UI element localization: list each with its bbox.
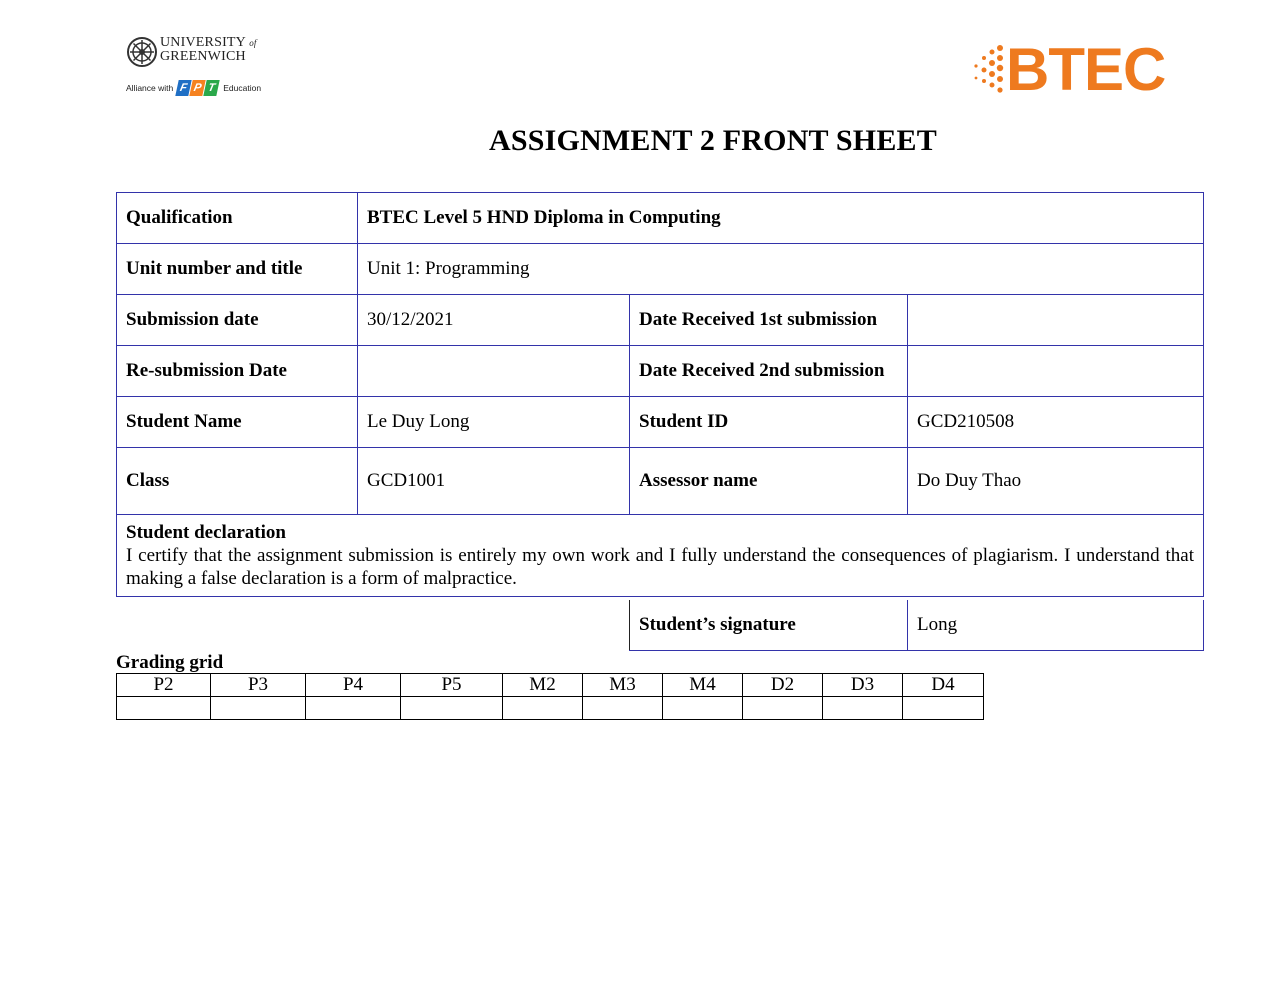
declaration-heading: Student declaration <box>126 522 286 543</box>
alliance-suffix: Education <box>223 83 262 93</box>
qualification-label: Qualification <box>117 193 358 244</box>
grading-header-row <box>117 674 984 697</box>
class-row <box>117 448 1204 515</box>
grade-value-d2 <box>743 697 823 720</box>
btec-dots-icon <box>970 42 1008 98</box>
alliance-prefix: Alliance with <box>126 83 174 93</box>
signature-value: Long <box>908 600 1204 651</box>
grade-header-m4: M4 <box>663 674 743 697</box>
grade-value-d3 <box>823 697 903 720</box>
btec-logo <box>970 36 1170 106</box>
grade-header-d2: D2 <box>743 674 823 697</box>
class-label: Class <box>117 448 358 515</box>
student-id-value: GCD210508 <box>908 397 1204 448</box>
declaration-cell <box>117 515 1204 597</box>
assessor-label: Assessor name <box>630 448 908 515</box>
date-received-1st-value <box>908 295 1204 346</box>
declaration-text: I certify that the assignment submission is entirely my own work and I fully understand the consequences of plagiarism. I understand that making a false declaration is a form of malpractice. <box>126 545 1194 589</box>
university-line1: UNIVERSITY <box>160 35 246 50</box>
btec-wordmark: BTEC <box>1006 36 1166 103</box>
unit-row <box>117 244 1204 295</box>
grading-grid-label: Grading grid <box>116 652 224 673</box>
university-name <box>160 36 257 64</box>
resubmission-date-value <box>358 346 630 397</box>
grade-value-d4 <box>903 697 984 720</box>
grade-value-m4 <box>663 697 743 720</box>
grade-header-m2: M2 <box>503 674 583 697</box>
qualification-row <box>117 193 1204 244</box>
grade-header-p2: P2 <box>117 674 211 697</box>
resubmission-date-label: Re-submission Date <box>117 346 358 397</box>
front-sheet-table <box>116 192 1204 597</box>
unit-label: Unit number and title <box>117 244 358 295</box>
fpt-letter-f: F <box>176 80 192 96</box>
grading-value-row <box>117 697 984 720</box>
date-received-1st-label: Date Received 1st submission <box>630 295 908 346</box>
grade-header-p4: P4 <box>306 674 401 697</box>
submission-date-value: 30/12/2021 <box>358 295 630 346</box>
grade-value-m3 <box>583 697 663 720</box>
submission-date-label: Submission date <box>117 295 358 346</box>
declaration-row <box>117 515 1204 597</box>
grade-value-p3 <box>211 697 306 720</box>
fpt-alliance <box>126 80 261 96</box>
date-received-2nd-label: Date Received 2nd submission <box>630 346 908 397</box>
student-name-value: Le Duy Long <box>358 397 630 448</box>
university-of-greenwich-logo <box>124 34 264 104</box>
submission-row <box>117 295 1204 346</box>
unit-value: Unit 1: Programming <box>358 244 1204 295</box>
greenwich-crest-icon <box>126 36 158 68</box>
university-of: of <box>249 38 257 48</box>
grade-header-d3: D3 <box>823 674 903 697</box>
signature-label: Student’s signature <box>630 600 908 651</box>
assessor-value: Do Duy Thao <box>908 448 1204 515</box>
signature-row <box>630 600 1204 651</box>
fpt-logo <box>177 80 219 96</box>
student-row <box>117 397 1204 448</box>
grade-header-p5: P5 <box>401 674 503 697</box>
fpt-letter-t: T <box>204 80 220 96</box>
grading-grid-table <box>116 673 984 720</box>
grade-header-p3: P3 <box>211 674 306 697</box>
class-value: GCD1001 <box>358 448 630 515</box>
fpt-letter-p: P <box>190 80 206 96</box>
grade-header-m3: M3 <box>583 674 663 697</box>
page-title: ASSIGNMENT 2 FRONT SHEET <box>489 124 937 157</box>
grade-value-p4 <box>306 697 401 720</box>
student-name-label: Student Name <box>117 397 358 448</box>
date-received-2nd-value <box>908 346 1204 397</box>
grade-value-m2 <box>503 697 583 720</box>
grade-value-p5 <box>401 697 503 720</box>
resubmission-row <box>117 346 1204 397</box>
signature-table <box>629 600 1204 651</box>
grade-header-d4: D4 <box>903 674 984 697</box>
student-id-label: Student ID <box>630 397 908 448</box>
qualification-value: BTEC Level 5 HND Diploma in Computing <box>358 193 1204 244</box>
grade-value-p2 <box>117 697 211 720</box>
university-line2: GREENWICH <box>160 49 246 64</box>
